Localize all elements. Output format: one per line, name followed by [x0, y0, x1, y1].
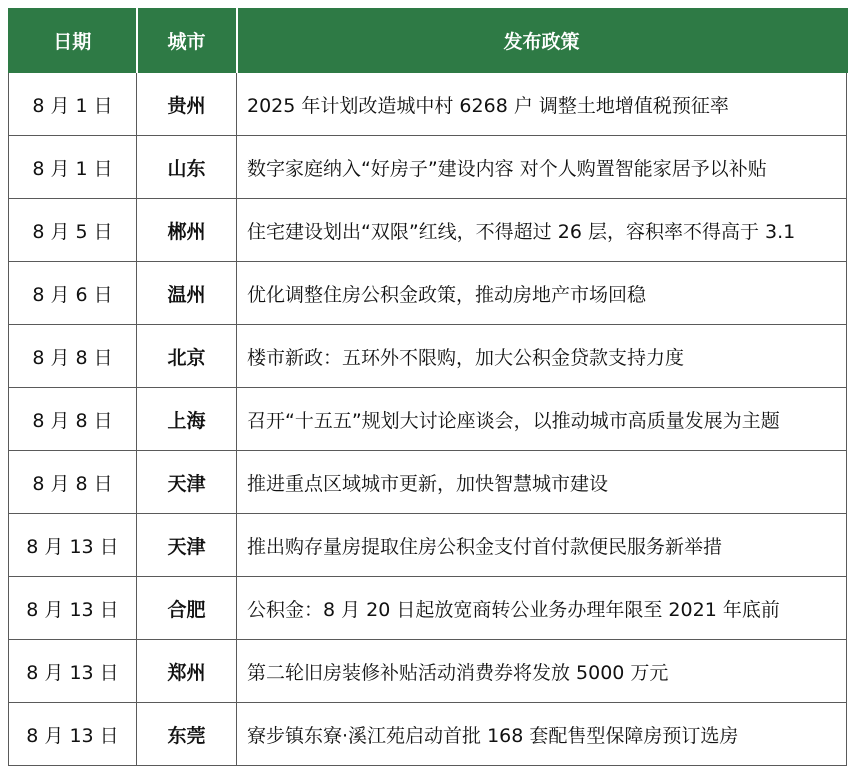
- header-date: 日期: [9, 9, 137, 73]
- cell-city: 天津: [137, 514, 237, 577]
- cell-date: 8 月 13 日: [9, 703, 137, 766]
- policy-table: [8, 8, 848, 766]
- cell-date: 8 月 6 日: [9, 262, 137, 325]
- cell-date: 8 月 1 日: [9, 136, 137, 199]
- cell-city: 贵州: [137, 73, 237, 136]
- cell-date: 8 月 13 日: [9, 577, 137, 640]
- cell-policy: 住宅建设划出“双限”红线，不得超过 26 层，容积率不得高于 3.1: [237, 199, 847, 262]
- cell-date: 8 月 13 日: [9, 640, 137, 703]
- cell-policy: 第二轮旧房装修补贴活动消费券将发放 5000 万元: [237, 640, 847, 703]
- table-row: [9, 640, 847, 703]
- header-policy: 发布政策: [237, 9, 847, 73]
- table-row: [9, 325, 847, 388]
- header-row: [9, 9, 847, 73]
- cell-policy: 推进重点区域城市更新，加快智慧城市建设: [237, 451, 847, 514]
- cell-policy: 楼市新政：五环外不限购，加大公积金贷款支持力度: [237, 325, 847, 388]
- cell-city: 温州: [137, 262, 237, 325]
- table-row: [9, 199, 847, 262]
- table-row: [9, 451, 847, 514]
- cell-policy: 推出购存量房提取住房公积金支付首付款便民服务新举措: [237, 514, 847, 577]
- table-row: [9, 514, 847, 577]
- cell-policy: 寮步镇东寮·溪江苑启动首批 168 套配售型保障房预订选房: [237, 703, 847, 766]
- cell-policy: 2025 年计划改造城中村 6268 户 调整土地增值税预征率: [237, 73, 847, 136]
- table-row: [9, 388, 847, 451]
- cell-city: 天津: [137, 451, 237, 514]
- cell-city: 合肥: [137, 577, 237, 640]
- header-city: 城市: [137, 9, 237, 73]
- cell-date: 8 月 13 日: [9, 514, 137, 577]
- cell-date: 8 月 5 日: [9, 199, 137, 262]
- table-row: [9, 73, 847, 136]
- table-row: [9, 703, 847, 766]
- cell-city: 郑州: [137, 640, 237, 703]
- cell-policy: 公积金：8 月 20 日起放宽商转公业务办理年限至 2021 年底前: [237, 577, 847, 640]
- cell-policy: 优化调整住房公积金政策，推动房地产市场回稳: [237, 262, 847, 325]
- cell-city: 山东: [137, 136, 237, 199]
- cell-city: 郴州: [137, 199, 237, 262]
- cell-date: 8 月 8 日: [9, 388, 137, 451]
- cell-city: 上海: [137, 388, 237, 451]
- cell-city: 东莞: [137, 703, 237, 766]
- cell-city: 北京: [137, 325, 237, 388]
- table-body: [9, 73, 847, 766]
- cell-policy: 数字家庭纳入“好房子”建设内容 对个人购置智能家居予以补贴: [237, 136, 847, 199]
- cell-date: 8 月 8 日: [9, 325, 137, 388]
- table-header: [9, 9, 847, 73]
- cell-date: 8 月 8 日: [9, 451, 137, 514]
- table-row: [9, 577, 847, 640]
- cell-policy: 召开“十五五”规划大讨论座谈会，以推动城市高质量发展为主题: [237, 388, 847, 451]
- cell-date: 8 月 1 日: [9, 73, 137, 136]
- table-row: [9, 136, 847, 199]
- table-row: [9, 262, 847, 325]
